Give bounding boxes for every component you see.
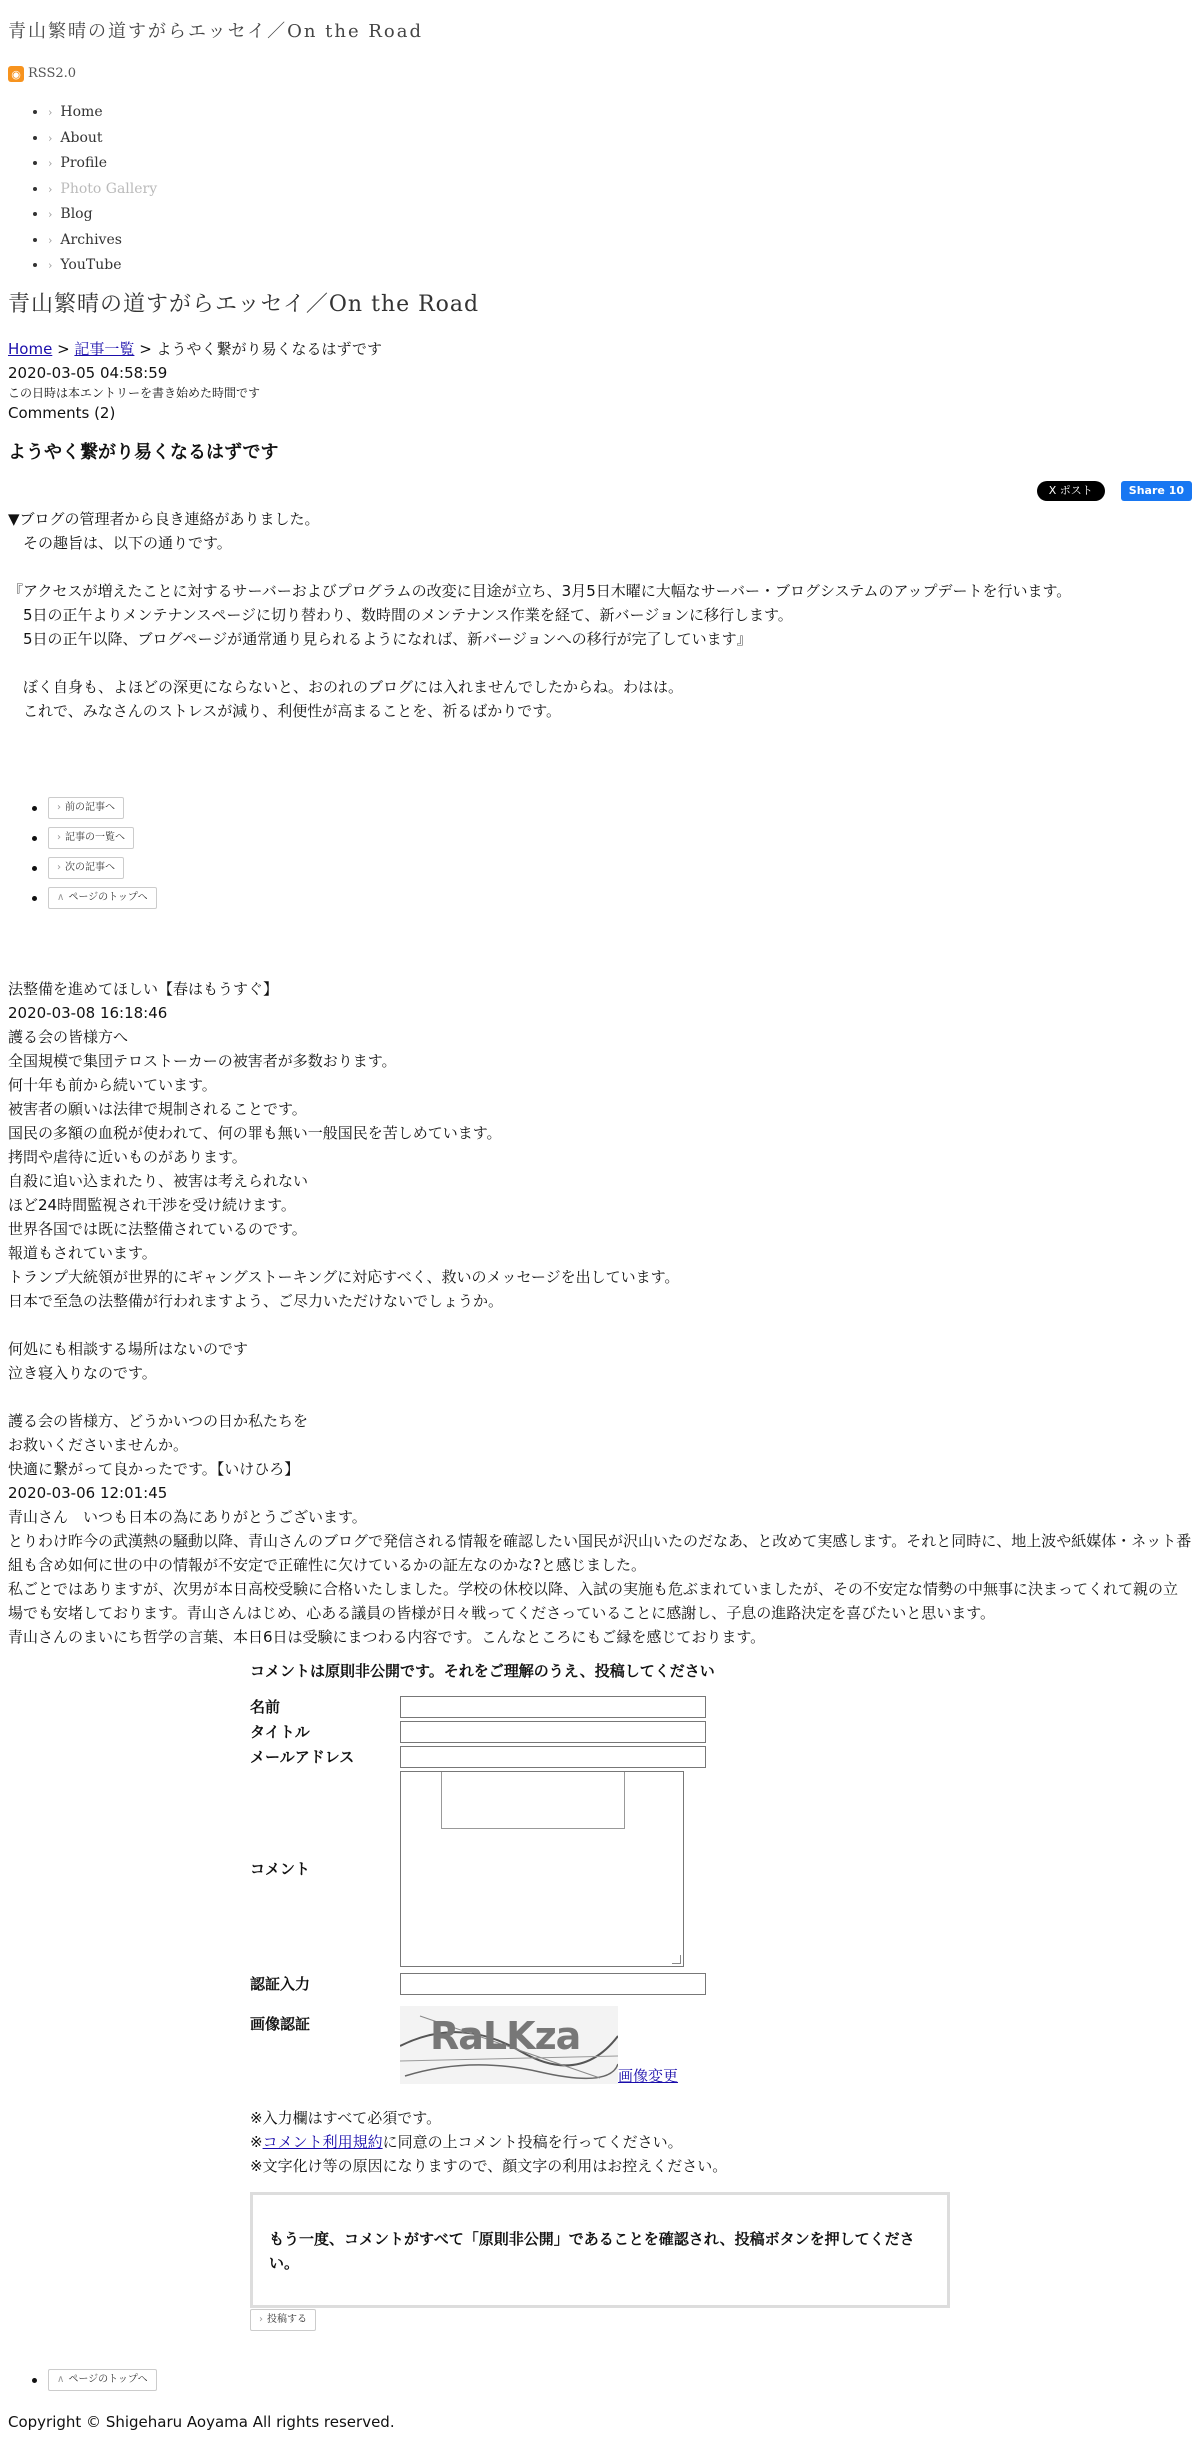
resize-grip-icon[interactable] [672,1955,681,1964]
rss-link[interactable] [8,62,1192,86]
post-line: これで、みなさんのストレスが減り、利便性が高まることを、祈るばかりです。 [8,701,562,720]
submit-button[interactable] [250,2309,316,2331]
chevron-up-icon: ∧ [57,2374,65,2385]
site-title[interactable]: 青山繁晴の道すがらエッセイ／On the Road [8,21,424,42]
breadcrumb [8,337,1192,361]
comment-item [8,977,1192,1457]
form-heading: コメントは原則非公開です。それをご理解のうえ、投稿してください [250,1661,715,1680]
comment-line: ほど24時間監視され干渉を受け続けます。 [8,1195,296,1214]
main-nav [8,100,1192,279]
auth-row [250,1970,960,1998]
spacer [8,555,1192,579]
note-prefix: ※ [250,2132,263,2151]
comment-label: コメント [250,1859,311,1878]
name-row [250,1695,960,1720]
comment-line: 日本で至急の法整備が行われますよう、ご尽力いただけないでしょうか。 [8,1291,504,1310]
button-label: ページのトップへ [68,892,148,903]
chevron-right-icon: › [57,802,61,813]
comment-line: 護る会の皆様方へ [8,1027,129,1046]
post-line: 5日の正午以降、ブログページが通常通り見られるようになれば、新バージョンへの移行が完了しています』 [8,629,752,648]
chevron-up-icon: ∧ [57,892,65,903]
note-terms [250,2130,960,2154]
post-pager [8,793,1192,913]
nav-label: Profile [60,155,108,171]
breadcrumb-home[interactable]: Home [8,339,53,358]
comment-line: 護る会の皆様方、どうかいつの日か私たちを [8,1411,309,1430]
post-line: その趣旨は、以下の通りです。 [8,533,232,552]
copyright: Copyright © Shigeharu Aoyama All rights reserved. [8,2412,395,2431]
comment-datetime: 2020-03-08 16:18:46 [8,1003,168,1022]
title-input[interactable] [400,1721,706,1743]
chevron-right-icon: › [48,106,53,119]
post-body [8,507,1192,723]
button-label: 記事の一覧へ [65,832,125,843]
nav-label: Photo Gallery [60,180,158,197]
post-list-button[interactable] [48,827,134,849]
chevron-right-icon: › [48,182,53,196]
note-required: ※入力欄はすべて必須です。 [250,2108,442,2127]
comment-line: 被害者の願いは法律で規制されることです。 [8,1099,307,1118]
button-label: 投稿する [267,2314,307,2325]
breadcrumb-separator: > [52,339,75,358]
comment-line: 世界各国では既に法整備されているのです。 [8,1219,307,1238]
comment-form [250,1659,960,2332]
comment-list [8,977,1192,1649]
email-row [250,1745,960,1770]
comment-line: 全国規模で集団テロストーカーの被害者が多数おります。 [8,1051,397,1070]
auth-input[interactable] [400,1973,706,1995]
pager-item [48,793,1192,823]
chevron-right-icon: › [48,208,53,221]
post-datetime-note: この日時は本エントリーを書き始めた時間です [8,385,261,400]
breadcrumb-separator: > [134,339,157,358]
page-title: 青山繁晴の道すがらエッセイ／On the Road [8,291,480,317]
button-label: 次の記事へ [65,862,115,873]
email-input[interactable] [400,1746,706,1768]
auth-input-label: 認証入力 [250,1974,311,1993]
page-top-button[interactable] [48,887,157,909]
comment-title: 法整備を進めてほしい【春はもうすぐ】 [8,979,279,998]
note-suffix: に同意の上コメント投稿を行ってください。 [382,2132,683,2151]
breadcrumb-current: ようやく繋がり易くなるはずです [156,339,382,358]
nav-label: About [60,129,103,146]
comment-line: とりわけ昨今の武漢熱の騒動以降、青山さんのブログで発信される情報を確認したい国民が沢山いたのだなあ、と改めて実感します。それと同時に、地上波や紙媒体・ネット番組も含め如何に世の中の情報が不安定で正確性に欠けているかの証左なのかな?と感じました。 [8,1531,1192,1574]
comment-line: お救いくださいませんか。 [8,1435,189,1454]
form-notes [250,2106,960,2178]
footer-nav [8,2368,1192,2392]
comment-line: 何十年も前から続いています。 [8,1075,217,1094]
post-line: 5日の正午よりメンテナンスページに切り替わり、数時間のメンテナンス作業を経て、新バージョンに移行します。 [8,605,793,624]
footer-item [48,2368,1192,2392]
chevron-right-icon: › [57,832,61,843]
comment-item [8,1457,1192,1649]
pager-item [48,823,1192,853]
nav-item-home[interactable] [48,100,1192,126]
comment-textarea-inner [441,1772,625,1829]
comments-count-link[interactable]: Comments (2) [8,403,116,422]
chevron-right-icon: › [57,862,61,873]
pager-item [48,883,1192,913]
breadcrumb-list[interactable]: 記事一覧 [74,339,135,358]
pager-item [48,853,1192,883]
post-line: ▼ブログの管理者から良き連絡がありました。 [8,509,320,528]
comment-line: 泣き寝入りなのです。 [8,1363,157,1382]
comment-line: トランプ大統領が世界的にギャングストーキングに対応すべく、救いのメッセージを出しています。 [8,1267,680,1286]
prev-post-button[interactable] [48,797,124,819]
name-label: 名前 [250,1698,281,1716]
post-line: 『アクセスが増えたことに対するサーバーおよびプログラムの改変に目途が立ち、3月5日木曜に大幅なサーバー・ブログシステムのアップデートを行います。 [8,581,1072,600]
captcha-label: 画像認証 [250,2014,311,2033]
comment-line: 報道もされています。 [8,1243,157,1262]
nav-item-profile[interactable] [48,151,1192,177]
comment-textarea[interactable] [400,1771,684,1967]
post-datetime: 2020-03-05 04:58:59 [8,363,168,382]
chevron-right-icon: › [48,157,53,170]
email-label: メールアドレス [250,1748,355,1766]
spacer [8,1385,1192,1409]
name-input[interactable] [400,1696,706,1718]
rss-icon: ◉ [8,66,24,82]
post-meta [8,361,1192,425]
comment-line: 拷問や虐待に近いものがあります。 [8,1147,247,1166]
spacer [8,651,1192,675]
nav-item-about[interactable] [48,126,1192,152]
captcha-change-link[interactable]: 画像変更 [618,2066,679,2085]
post-title: ようやく繋がり易くなるはずです [8,441,279,463]
button-label: 前の記事へ [65,802,115,813]
captcha-row [250,2002,960,2088]
nav-label: Home [60,104,103,120]
comment-datetime: 2020-03-06 12:01:45 [8,1483,168,1502]
chevron-right-icon: › [259,2314,263,2325]
nav-label: Blog [60,206,93,222]
page-top-button[interactable] [48,2369,157,2391]
x-post-button[interactable]: X ポスト [1037,481,1105,501]
nav-label: YouTube [60,257,122,273]
site-header [8,20,1192,279]
comment-line: 私ごとではありますが、次男が本日高校受験に合格いたしました。学校の休校以降、入試の実施も危ぶまれていましたが、その不安定な情勢の中無事に決まってくれて親の立場でも安堵しております。青山さんはじめ、心ある議員の皆様が日々戦ってくださっていることに感謝し、子息の進路決定を喜びたいと思います。 [8,1579,1179,1622]
comment-line: 何処にも相談する場所はないのです [8,1339,249,1358]
facebook-share-button[interactable]: Share 10 [1121,481,1192,501]
comment-title: 快適に繋がって良かったです。【いけひろ】 [8,1459,300,1478]
title-label: タイトル [250,1723,310,1741]
comment-row [250,1770,960,1968]
nav-item-archives[interactable] [48,228,1192,254]
note-emoticons: ※文字化け等の原因になりますので、顔文字の利用はお控えください。 [250,2156,728,2175]
share-buttons [8,481,1192,501]
captcha-text: RaLKza [430,2013,581,2058]
rss-label: RSS2.0 [28,66,77,81]
chevron-right-icon: › [48,233,53,247]
chevron-right-icon: › [48,131,53,145]
comment-line: 青山さんのまいにち哲学の言葉、本日6日は受験にまつわる内容です。こんなところにもご縁を感じております。 [8,1627,766,1646]
spacer [8,1313,1192,1337]
nav-item-photo-gallery[interactable] [48,177,1192,203]
nav-label: Archives [60,231,122,248]
confirm-message: もう一度、コメントがすべて「原則非公開」であることを確認され、投稿ボタンを押してください。 [250,2192,950,2308]
comment-line: 青山さん いつも日本の為にありがとうございます。 [8,1507,367,1526]
nav-item-blog[interactable] [48,202,1192,228]
chevron-right-icon: › [48,259,53,272]
next-post-button[interactable] [48,857,124,879]
button-label: ページのトップへ [68,2374,148,2385]
title-row [250,1720,960,1745]
comment-line: 自殺に追い込まれたり、被害は考えられない [8,1171,309,1190]
terms-link[interactable]: コメント利用規約 [262,2132,383,2151]
comment-line: 国民の多額の血税が使われて、何の罪も無い一般国民を苦しめています。 [8,1123,502,1142]
post-line: ぼく自身も、よほどの深更にならないと、おのれのブログには入れませんでしたからね。わはは。 [8,677,684,696]
nav-item-youtube[interactable] [48,253,1192,279]
captcha-image [400,2006,618,2084]
